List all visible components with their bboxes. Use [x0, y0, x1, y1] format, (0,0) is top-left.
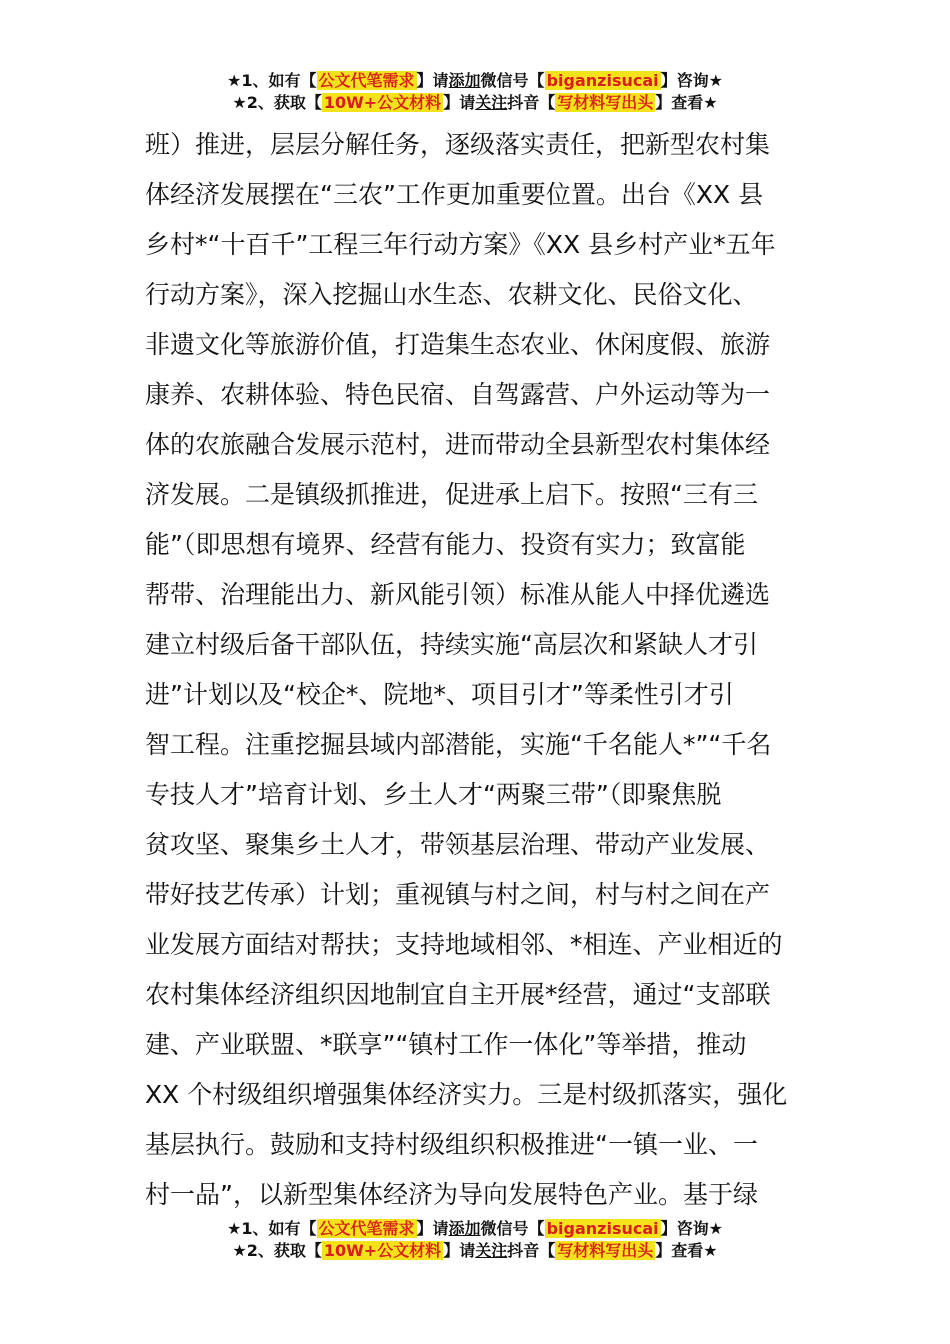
- body-line: 体的农旅融合发展示范村，进而带动全县新型农村集体经: [145, 430, 771, 459]
- highlight-materials: 10W+公文材料: [323, 1241, 442, 1260]
- body-line: 进”计划以及“校企*、院地*、项目引才”等柔性引才引: [145, 680, 734, 709]
- header-banner: [0, 70, 950, 114]
- highlight-douyin: 写材料写出头: [557, 93, 654, 112]
- body-line: 智工程。注重挖掘县域内部潜能，实施“千名能人*”“千名: [145, 730, 772, 759]
- banner-line-1: ★1、如有【 公文代笔需求 】请添加微信号【 biganzisucai 】咨询★: [227, 1219, 723, 1238]
- body-line: 体经济发展摆在“三农”工作更加重要位置。出台《XX 县: [145, 180, 764, 209]
- body-line: 建立村级后备干部队伍，持续实施“高层次和紧缺人才引: [145, 630, 758, 659]
- body-line: 基层执行。鼓励和支持村级组织积极推进“一镇一业、一: [145, 1130, 758, 1159]
- body-line: 行动方案》，深入挖掘山水生态、农耕文化、民俗文化、: [145, 280, 758, 309]
- body-line: 济发展。二是镇级抓推进，促进承上启下。按照“三有三: [145, 480, 758, 509]
- body-line: 能”（即思想有境界、经营有能力、投资有实力；致富能: [145, 530, 746, 559]
- banner-line-1: ★1、如有【 公文代笔需求 】请添加微信号【 biganzisucai 】咨询★: [227, 71, 723, 90]
- highlight-wechat-id: biganzisucai: [546, 1219, 659, 1238]
- body-line: 农村集体经济组织因地制宜自主开展*经营，通过“支部联: [145, 980, 771, 1009]
- footer-banner: [0, 1218, 950, 1262]
- body-line: 帮带、治理能出力、新风能引领）标准从能人中择优遴选: [145, 580, 771, 609]
- highlight-wechat-id: biganzisucai: [546, 71, 659, 90]
- body-line: 业发展方面结对帮扶；支持地域相邻、*相连、产业相近的: [145, 930, 783, 959]
- banner-line-2: ★2、获取【 10W+公文材料 】请关注抖音【 写材料写出头 】查看★: [232, 1241, 718, 1260]
- document-body: [145, 120, 807, 1220]
- body-line: 非遗文化等旅游价值，打造集生态农业、休闲度假、旅游: [145, 330, 771, 359]
- body-line: 康养、农耕体验、特色民宿、自驾露营、户外运动等为一: [145, 380, 771, 409]
- highlight-douyin: 写材料写出头: [557, 1241, 654, 1260]
- banner-line-2: ★2、获取【 10W+公文材料 】请关注抖音【 写材料写出头 】查看★: [232, 93, 718, 112]
- body-line: 贫攻坚、聚集乡土人才，带领基层治理、带动产业发展、: [145, 830, 771, 859]
- body-line: 乡村*“十百千”工程三年行动方案》《XX 县乡村产业*五年: [145, 230, 776, 259]
- highlight-materials: 10W+公文材料: [323, 93, 442, 112]
- body-line: 村一品”，以新型集体经济为导向发展特色产业。基于绿: [145, 1180, 758, 1209]
- body-line: 建、产业联盟、*联享”“镇村工作一体化”等举措，推动: [145, 1030, 747, 1059]
- body-line: XX 个村级组织增强集体经济实力。三是村级抓落实，强化: [145, 1080, 788, 1109]
- body-line: 专技人才”培育计划、乡土人才“两聚三带”（即聚焦脱: [145, 780, 722, 809]
- highlight-ghostwriting: 公文代笔需求: [318, 71, 415, 90]
- body-line: 班）推进，层层分解任务，逐级落实责任，把新型农村集: [145, 130, 771, 159]
- highlight-ghostwriting: 公文代笔需求: [318, 1219, 415, 1238]
- body-line: 带好技艺传承）计划；重视镇与村之间，村与村之间在产: [145, 880, 771, 909]
